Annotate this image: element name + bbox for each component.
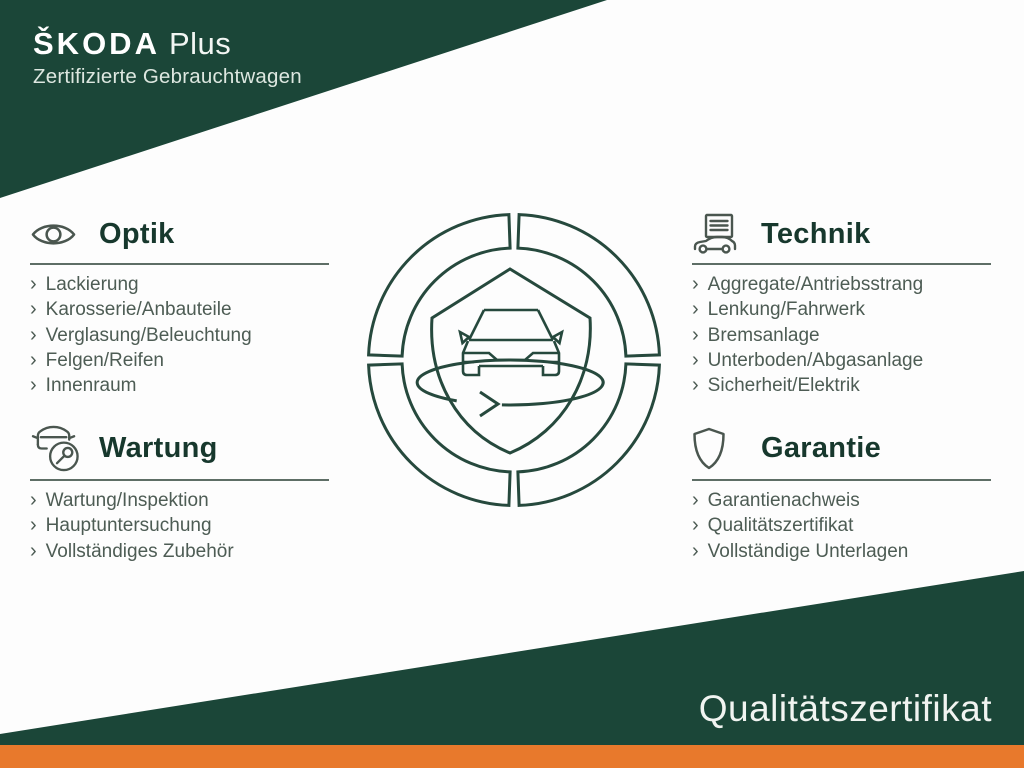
chevron-right-icon: › xyxy=(692,539,699,562)
chevron-right-icon: › xyxy=(692,348,699,371)
car-360-shield-emblem xyxy=(367,213,661,507)
list-item: › Garantienachweis xyxy=(692,488,1004,513)
chevron-right-icon: › xyxy=(692,298,699,321)
car-wrench-icon xyxy=(30,424,84,473)
section-optik xyxy=(30,212,342,398)
section-title: Wartung xyxy=(99,431,218,464)
car-checklist-icon xyxy=(692,213,746,255)
chevron-right-icon: › xyxy=(692,374,699,397)
chevron-right-icon: › xyxy=(30,273,37,295)
chevron-right-icon: › xyxy=(692,273,699,295)
list-item: › Vollständige Unterlagen xyxy=(692,539,1004,564)
section-garantie xyxy=(692,424,1004,564)
arrow-right-icon xyxy=(480,392,498,416)
chevron-right-icon: › xyxy=(30,489,37,511)
chevron-right-icon: › xyxy=(30,514,37,537)
eye-icon xyxy=(30,218,84,251)
section-technik xyxy=(692,212,1004,398)
brand-subtitle: Zertifizierte Gebrauchtwagen xyxy=(33,65,302,88)
list-item: › Wartung/Inspektion xyxy=(30,488,342,513)
car-front-icon xyxy=(460,310,562,375)
list-item: › Unterboden/Abgasanlage xyxy=(692,348,1004,373)
footer-title: Qualitätszertifikat xyxy=(698,688,992,729)
section-wartung xyxy=(30,424,342,564)
list-item: › Vollständiges Zubehör xyxy=(30,539,342,564)
chevron-right-icon: › xyxy=(30,374,37,397)
list-item: › Verglasung/Beleuchtung xyxy=(30,323,342,348)
list-item: › Qualitätszertifikat xyxy=(692,513,1004,538)
list-item: › Lackierung xyxy=(30,272,342,297)
list-item: › Felgen/Reifen xyxy=(30,348,342,373)
divider xyxy=(30,263,329,265)
skoda-wordmark: ŠKODA xyxy=(33,26,160,61)
list-item: › Lenkung/Fahrwerk xyxy=(692,297,1004,322)
chevron-right-icon: › xyxy=(30,323,37,346)
plus-wordmark: Plus xyxy=(168,26,232,61)
shield-icon xyxy=(692,427,746,470)
list-item: › Sicherheit/Elektrik xyxy=(692,373,1004,398)
chevron-right-icon: › xyxy=(692,323,699,346)
list-item: › Karosserie/Anbauteile xyxy=(30,297,342,322)
section-title: Optik xyxy=(99,217,175,250)
chevron-right-icon: › xyxy=(30,348,37,371)
chevron-right-icon: › xyxy=(30,298,37,321)
list-item: › Aggregate/Antriebsstrang xyxy=(692,272,1004,297)
section-title: Garantie xyxy=(761,431,882,464)
chevron-right-icon: › xyxy=(30,539,37,562)
section-title: Technik xyxy=(761,217,871,250)
list-item: › Hauptuntersuchung xyxy=(30,513,342,538)
divider xyxy=(692,263,991,265)
chevron-right-icon: › xyxy=(692,514,699,537)
brand-logo xyxy=(33,26,302,89)
list-item: › Bremsanlage xyxy=(692,323,1004,348)
chevron-right-icon: › xyxy=(692,489,699,511)
list-item: › Innenraum xyxy=(30,373,342,398)
divider xyxy=(30,479,329,481)
accent-bar xyxy=(0,745,1024,768)
divider xyxy=(692,479,991,481)
